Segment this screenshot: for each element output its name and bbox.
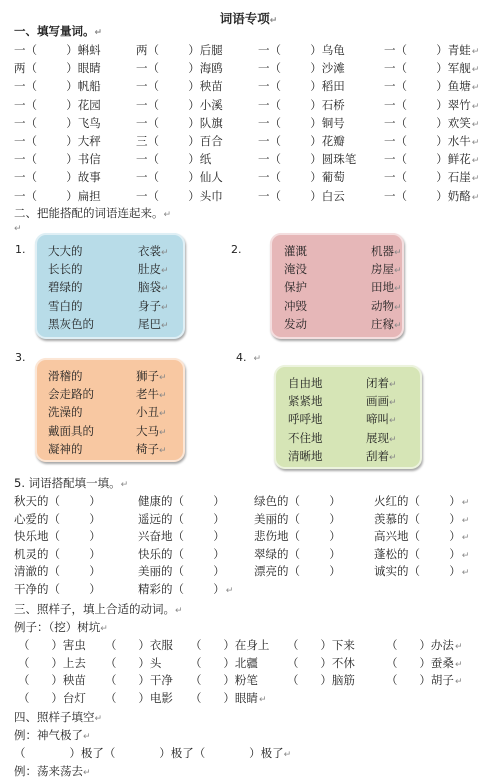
item-text: 一（ ）铜号	[258, 115, 345, 130]
paragraph-mark: ↵	[461, 533, 470, 544]
match-right-text: 展现	[366, 430, 389, 445]
quantifier-row	[14, 60, 494, 77]
item-text: 一（ ）故事	[14, 170, 101, 185]
paragraph-mark: ↵	[389, 380, 397, 390]
item-text: 干净的（ ）	[14, 582, 101, 596]
match-right-word[interactable]	[138, 317, 169, 333]
item-text: 一（ ）翠竹	[384, 97, 471, 112]
item-text: （ ）蚕桑	[386, 655, 454, 670]
fill-blank-item	[386, 672, 462, 691]
match-right-text: 小丑	[136, 405, 159, 420]
fill-blank-item	[14, 581, 101, 598]
fill-blank-item	[14, 546, 101, 563]
paragraph-mark: ↵	[471, 101, 480, 112]
match-right-text: 动物	[371, 298, 394, 313]
fill-blank-item	[258, 133, 345, 150]
item-text: 遥远的（ ）	[138, 511, 225, 526]
match-right-text: 闭着	[366, 376, 389, 390]
paragraph-mark: ↵	[161, 284, 169, 295]
item-text: 心爱的（ ）	[14, 511, 101, 526]
item-text: 一（ ）鱼塘	[384, 79, 471, 94]
fill-blank-item	[14, 60, 101, 77]
item-text: 一（ ）稻田	[258, 79, 345, 94]
fill-blank-item	[258, 151, 356, 168]
fill-blank-item	[14, 133, 101, 150]
paragraph-mark: ↵	[471, 156, 480, 167]
paragraph-mark: ↵	[161, 302, 169, 313]
match-right-text: 刮着	[366, 448, 389, 463]
fill-blank-item	[258, 188, 345, 205]
item-text: （ ）衣服	[105, 638, 173, 652]
fill-blank-item	[18, 690, 86, 707]
paragraph-mark: ↵	[161, 266, 169, 277]
quantifier-row	[14, 78, 494, 95]
fill-blank-item	[384, 188, 479, 207]
item-text: （ ）头	[105, 655, 162, 670]
match-right-text: 老牛	[136, 387, 159, 402]
item-text: （ ）粉笔	[190, 673, 258, 688]
fill-blank-item	[386, 655, 462, 674]
paragraph-mark: ↵	[258, 694, 267, 705]
match-left-word[interactable]: 冲毁	[284, 298, 307, 313]
match-card-1	[35, 233, 185, 339]
item-text: 一（ ）石桥	[258, 97, 345, 112]
match-right-text: 大马	[136, 423, 159, 438]
fill-blank-item	[14, 188, 101, 205]
match-right-word[interactable]	[136, 424, 167, 440]
item-text: 诚实的（ ）	[374, 564, 461, 579]
fill-blank-item	[287, 637, 355, 654]
item-text: 一（ ）圆珠笔	[258, 152, 357, 167]
quantifier-row	[14, 133, 494, 150]
item-text: 一（ ）军舰	[384, 61, 471, 76]
item-text: 火红的（ ）	[374, 494, 461, 508]
match-right-word[interactable]	[371, 262, 402, 278]
fill-blank-item	[374, 546, 469, 565]
quantifier-row	[14, 151, 494, 168]
item-text: 绿色的（ ）	[254, 494, 341, 508]
section3-heading: 三、照样子，填上合适的动词。↵	[14, 602, 183, 616]
item-text: 一（ ）欢笑	[384, 115, 471, 130]
item-text: （ ）胡子	[386, 673, 454, 688]
collocation-row	[14, 528, 494, 545]
match-left-word[interactable]: 淹没	[284, 262, 307, 277]
item-text: 一（ ）队旗	[136, 115, 223, 130]
section4-fill-line: （ ）极了（ ）极了（ ）极了↵	[14, 746, 292, 760]
match-left-word[interactable]: 雪白的	[48, 298, 83, 313]
match-right-word[interactable]	[366, 394, 397, 410]
item-text: （ ）害虫	[18, 638, 86, 652]
match-right-word[interactable]	[138, 280, 169, 296]
collocation-row	[14, 493, 494, 510]
fill-blank-item	[138, 511, 225, 528]
fill-blank-item	[254, 511, 341, 528]
paragraph-mark: ↵	[394, 302, 402, 313]
fill-blank-item	[105, 672, 173, 689]
paragraph-mark: ↵	[159, 427, 167, 438]
match-left-word[interactable]: 洗澡的	[48, 405, 83, 420]
match-right-word[interactable]	[371, 317, 402, 333]
fill-blank-item	[190, 637, 269, 654]
fill-blank-item	[384, 78, 479, 97]
paragraph-mark: ↵	[389, 398, 397, 409]
paragraph-mark: ↵	[161, 248, 169, 258]
fill-blank-item	[105, 655, 161, 672]
item-text: 一（ ）奶酪	[384, 188, 471, 203]
fill-blank-item	[14, 493, 101, 510]
item-text: 羡慕的（ ）	[374, 511, 461, 526]
group-2-number: 2.	[231, 243, 242, 256]
item-text: 快乐地（ ）	[14, 529, 101, 544]
section5-heading: 5. 词语搭配填一填。↵	[14, 476, 129, 490]
section1-heading: 一、填写量词。↵	[14, 24, 103, 38]
item-text: 一（ ）头巾	[136, 188, 223, 203]
fill-blank-item	[18, 672, 86, 689]
fill-blank-item	[384, 60, 479, 79]
match-left-word[interactable]: 发动	[284, 316, 307, 331]
paragraph-mark: ↵	[394, 284, 402, 295]
match-right-word[interactable]	[371, 280, 402, 296]
item-text: 兴奋地（ ）	[138, 529, 225, 544]
fill-blank-item	[386, 637, 462, 656]
fill-blank-item	[287, 655, 355, 672]
page-title: 词语专项↵	[219, 11, 278, 26]
match-right-word[interactable]	[138, 299, 169, 315]
section2-heading: 二、把能搭配的词语连起来。↵	[14, 206, 172, 220]
match-right-text: 机器	[371, 244, 394, 258]
item-text: 一（ ）花园	[14, 97, 101, 112]
match-right-text: 画画	[366, 394, 389, 409]
fill-blank-item	[374, 493, 469, 512]
match-left-word[interactable]: 凝神的	[48, 441, 83, 456]
match-right-word[interactable]	[366, 449, 397, 465]
paragraph-mark: ↵	[461, 498, 470, 508]
item-text: 两（ ）眼睛	[14, 61, 101, 76]
fill-blank-item	[14, 528, 101, 545]
match-right-text: 身子	[138, 298, 161, 313]
item-text: （ ）秧苗	[18, 673, 86, 688]
quantifier-row	[14, 42, 494, 59]
collocation-row	[14, 511, 494, 528]
match-right-text: 啼叫	[366, 412, 389, 427]
match-right-word[interactable]	[136, 387, 167, 403]
item-text: 一（ ）石崖	[384, 170, 471, 185]
fill-blank-item	[136, 115, 223, 132]
match-right-word[interactable]	[138, 244, 169, 260]
fill-blank-item	[138, 581, 233, 600]
match-card-4	[274, 365, 422, 469]
match-right-text: 田地	[371, 280, 394, 295]
fill-blank-item	[254, 493, 341, 510]
item-text: 美丽的（ ）	[138, 564, 225, 579]
paragraph-mark: ↵	[454, 677, 463, 688]
paragraph-mark: ↵	[461, 550, 470, 561]
fill-blank-item	[258, 42, 345, 59]
verb-row	[14, 637, 494, 654]
fill-blank-item	[374, 511, 469, 530]
paragraph-mark: ↵	[389, 416, 397, 427]
paragraph-mark: ↵	[461, 515, 470, 526]
paragraph-mark: ↵	[454, 659, 463, 670]
item-text: 一（ ）白云	[258, 188, 345, 203]
quantifier-row	[14, 97, 494, 114]
section3-example: 例子：（挖）树坑↵	[14, 620, 108, 634]
fill-blank-item	[384, 151, 479, 170]
fill-blank-item	[136, 133, 223, 150]
item-text: 一（ ）蝌蚪	[14, 43, 101, 57]
fill-blank-item	[136, 97, 223, 114]
fill-blank-item	[138, 563, 225, 580]
match-right-word[interactable]	[371, 299, 402, 315]
match-right-text: 肚皮	[138, 262, 161, 277]
match-right-text: 脑袋	[138, 280, 161, 295]
paragraph-mark: ↵	[394, 266, 402, 277]
item-text: 快乐的（ ）	[138, 546, 225, 561]
fill-blank-item	[384, 97, 479, 116]
item-text: （ ）下来	[287, 638, 355, 652]
match-left-word[interactable]: 大大的	[48, 244, 83, 258]
paragraph-mark: ↵	[159, 445, 167, 456]
item-text: 一（ ）海鸥	[136, 61, 223, 76]
item-text: （ ）电影	[105, 690, 173, 705]
item-text: （ ）脑筋	[287, 673, 355, 688]
item-text: （ ）台灯	[18, 690, 86, 705]
item-text: 一（ ）大秤	[14, 134, 101, 148]
paragraph-mark: ↵	[225, 586, 234, 596]
paragraph-mark: ↵	[394, 320, 402, 331]
match-right-word[interactable]	[136, 442, 167, 458]
item-text: （ ）办法	[386, 638, 454, 652]
paragraph-mark: ↵	[454, 642, 463, 652]
paragraph-mark: ↵	[161, 320, 169, 331]
match-card-3	[35, 358, 185, 462]
fill-blank-item	[136, 188, 223, 205]
paragraph-mark: ↵	[471, 47, 480, 57]
item-text: 一（ ）秧苗	[136, 79, 223, 94]
item-text: 一（ ）青蛙	[384, 43, 471, 57]
paragraph-mark: ↵	[389, 434, 397, 445]
fill-blank-item	[374, 528, 469, 547]
item-text: 清澈的（ ）	[14, 564, 101, 579]
fill-blank-item	[14, 563, 101, 580]
fill-blank-item	[384, 133, 479, 152]
item-text: 一（ ）飞鸟	[14, 115, 101, 130]
match-right-text: 房屋	[371, 262, 394, 277]
item-text: 一（ ）鲜花	[384, 152, 471, 167]
fill-blank-item	[136, 169, 223, 186]
group-3-number: 3.	[15, 351, 26, 364]
blank-line: ↵	[14, 224, 22, 234]
fill-blank-item	[258, 78, 345, 95]
fill-blank-item	[14, 511, 101, 528]
collocation-row	[14, 546, 494, 563]
item-text: 悲伤地（ ）	[254, 529, 341, 544]
item-text: 一（ ）纸	[136, 152, 212, 167]
item-text: 漂亮的（ ）	[254, 564, 341, 579]
match-left-word[interactable]: 不住地	[288, 430, 323, 445]
item-text: 一（ ）书信	[14, 152, 101, 167]
verb-row	[14, 690, 494, 707]
fill-blank-item	[384, 115, 479, 134]
item-text: 一（ ）花瓣	[258, 134, 345, 148]
match-card-2	[270, 233, 404, 339]
item-text: 一（ ）帆船	[14, 79, 101, 94]
group-1-number: 1.	[15, 243, 26, 256]
quantifier-row	[14, 188, 494, 205]
collocation-row	[14, 563, 494, 580]
fill-blank-item	[190, 690, 266, 709]
paragraph-mark: ↵	[389, 452, 397, 463]
fill-blank-item	[136, 78, 223, 95]
fill-blank-item	[18, 637, 86, 654]
item-text: 精彩的（ ）	[138, 582, 225, 596]
section4-example1: 例：神气极了↵	[14, 728, 91, 742]
item-text: （ ）不休	[287, 655, 355, 670]
paragraph-mark: ↵	[471, 174, 480, 185]
paragraph-mark: ↵	[471, 119, 480, 130]
group-4-number: 4. ↵	[236, 351, 262, 364]
fill-blank-item	[14, 42, 101, 59]
match-left-word[interactable]: 碧绿的	[48, 280, 83, 295]
fill-blank-item	[384, 169, 479, 188]
match-right-word[interactable]	[371, 244, 402, 260]
fill-blank-item	[138, 546, 225, 563]
paragraph-mark: ↵	[394, 248, 402, 258]
item-text: 秋天的（ ）	[14, 494, 101, 508]
match-left-word[interactable]: 自由地	[288, 376, 323, 390]
paragraph-mark: ↵	[471, 192, 480, 203]
fill-blank-item	[136, 151, 211, 168]
match-left-word[interactable]: 保护	[284, 280, 307, 295]
item-text: 一（ ）水牛	[384, 134, 471, 148]
match-left-word[interactable]: 黑灰色的	[48, 316, 94, 331]
fill-blank-item	[14, 151, 101, 168]
quantifier-row	[14, 115, 494, 132]
fill-blank-item	[14, 97, 101, 114]
item-text: （ ）干净	[105, 673, 173, 688]
item-text: 一（ ）葡萄	[258, 170, 345, 185]
match-left-word[interactable]: 会走路的	[48, 387, 94, 402]
fill-blank-item	[138, 528, 225, 545]
fill-blank-item	[14, 169, 101, 186]
fill-blank-item	[384, 42, 479, 61]
fill-blank-item	[138, 493, 225, 510]
item-text: 一（ ）沙滩	[258, 61, 345, 76]
paragraph-mark: ↵	[159, 373, 167, 383]
paragraph-mark: ↵	[471, 65, 480, 76]
fill-blank-item	[190, 655, 258, 672]
fill-blank-item	[374, 563, 469, 582]
item-text: 一（ ）扁担	[14, 188, 101, 203]
fill-blank-item	[258, 169, 345, 186]
item-text: 美丽的（ ）	[254, 511, 341, 526]
match-right-text: 庄稼	[371, 316, 394, 331]
item-text: 一（ ）仙人	[136, 170, 223, 185]
fill-blank-item	[105, 637, 173, 654]
match-right-text: 狮子	[136, 369, 159, 383]
match-right-word[interactable]	[366, 412, 397, 428]
paragraph-mark: ↵	[471, 138, 480, 148]
item-text: 机灵的（ ）	[14, 546, 101, 561]
match-right-word[interactable]	[366, 376, 397, 392]
match-right-word[interactable]	[136, 369, 167, 385]
match-right-word[interactable]	[136, 405, 167, 421]
paragraph-mark: ↵	[461, 568, 470, 579]
paragraph-mark: ↵	[159, 391, 167, 402]
match-right-text: 衣裳	[138, 244, 161, 258]
match-left-word[interactable]: 戴面具的	[48, 423, 94, 438]
match-left-word[interactable]: 滑稽的	[48, 369, 83, 383]
fill-blank-item	[254, 563, 341, 580]
match-right-text: 椅子	[136, 441, 159, 456]
match-left-word[interactable]: 紧紧地	[288, 394, 323, 409]
item-text: （ ）在身上	[190, 638, 270, 652]
match-left-word[interactable]: 呼呼地	[288, 412, 323, 427]
item-text: 健康的（ ）	[138, 494, 225, 508]
fill-blank-item	[258, 60, 345, 77]
section4-heading: 四、照样子填空↵	[14, 710, 103, 724]
paragraph-mark: ↵	[471, 83, 480, 94]
match-right-word[interactable]	[138, 262, 169, 278]
fill-blank-item	[18, 655, 86, 672]
fill-blank-item	[287, 672, 355, 689]
fill-blank-item	[258, 115, 345, 132]
verb-row	[14, 655, 494, 672]
item-text: （ ）眼睛	[190, 690, 258, 705]
item-text: 一（ ）乌龟	[258, 43, 345, 57]
verb-row	[14, 672, 494, 689]
match-left-word[interactable]: 灌溉	[284, 244, 307, 258]
match-left-word[interactable]: 清晰地	[288, 448, 323, 463]
item-text: 翠绿的（ ）	[254, 546, 341, 561]
paragraph-mark: ↵	[159, 409, 167, 420]
collocation-row	[14, 581, 494, 598]
item-text: 蓬松的（ ）	[374, 546, 461, 561]
fill-blank-item	[136, 60, 223, 77]
fill-blank-item	[254, 546, 341, 563]
item-text: （ ）北疆	[190, 655, 258, 670]
match-left-word[interactable]: 长长的	[48, 262, 83, 277]
match-right-word[interactable]	[366, 431, 397, 447]
quantifier-row	[14, 169, 494, 186]
item-text: 高兴地（ ）	[374, 529, 461, 544]
fill-blank-item	[14, 78, 101, 95]
fill-blank-item	[136, 42, 223, 59]
item-text: （ ）上去	[18, 655, 86, 670]
fill-blank-item	[14, 115, 101, 132]
match-right-text: 尾巴	[138, 316, 161, 331]
fill-blank-item	[254, 528, 341, 545]
fill-blank-item	[258, 97, 345, 114]
fill-blank-item	[190, 672, 258, 689]
item-text: 一（ ）小溪	[136, 97, 223, 112]
item-text: 两（ ）后腿	[136, 43, 223, 57]
item-text: 三（ ）百合	[136, 134, 223, 148]
section4-example2: 例：荡来荡去↵	[14, 764, 91, 778]
fill-blank-item	[105, 690, 173, 707]
